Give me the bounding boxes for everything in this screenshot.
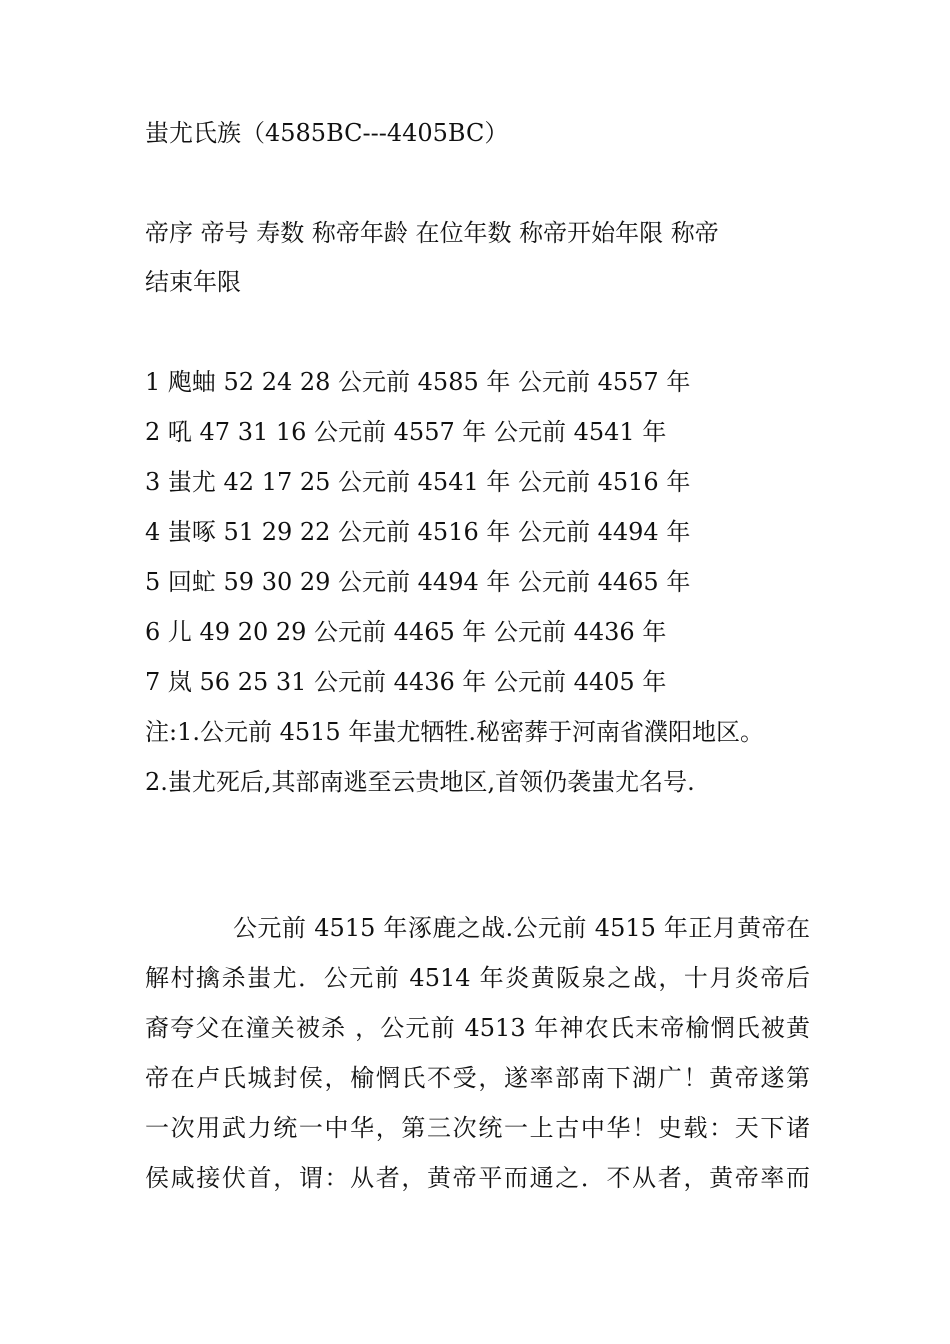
paragraph-line: 解村擒杀蚩尤．公元前 4514 年炎黄阪泉之战，十月炎帝后 — [145, 964, 810, 992]
table-header-line-2: 结束年限 — [145, 268, 241, 296]
table-row: 3 蚩尤 42 17 25 公元前 4541 年 公元前 4516 年 — [145, 468, 691, 496]
table-row: 5 回虻 59 30 29 公元前 4494 年 公元前 4465 年 — [145, 568, 691, 596]
document-title: 蚩尤氏族（4585BC---4405BC） — [145, 119, 509, 147]
note-line: 2.蚩尤死后,其部南逃至云贵地区,首领仍袭蚩尤名号. — [145, 768, 695, 796]
paragraph-line: 裔夸父在潼关被杀 ，公元前 4513 年神农氏末帝榆惘氏被黄 — [145, 1014, 810, 1042]
table-row: 1 飑蚰 52 24 28 公元前 4585 年 公元前 4557 年 — [145, 368, 691, 396]
paragraph-line: 一次用武力统一中华，第三次统一上古中华！史载：天下诸 — [145, 1114, 810, 1142]
paragraph-line: 公元前 4515 年涿鹿之战.公元前 4515 年正月黄帝在 — [233, 914, 810, 942]
table-row: 2 吼 47 31 16 公元前 4557 年 公元前 4541 年 — [145, 418, 667, 446]
table-row: 4 蚩啄 51 29 22 公元前 4516 年 公元前 4494 年 — [145, 518, 691, 546]
paragraph-line: 侯咸接伏首，谓：从者，黄帝平而通之．不从者，黄帝率而 — [145, 1164, 810, 1192]
paragraph-line: 帝在卢氏城封侯，榆惘氏不受，遂率部南下湖广！黄帝遂第 — [145, 1064, 810, 1092]
table-row: 6 儿 49 20 29 公元前 4465 年 公元前 4436 年 — [145, 618, 667, 646]
table-row: 7 岚 56 25 31 公元前 4436 年 公元前 4405 年 — [145, 668, 667, 696]
table-header-line-1: 帝序 帝号 寿数 称帝年龄 在位年数 称帝开始年限 称帝 — [145, 219, 719, 247]
note-line: 注:1.公元前 4515 年蚩尤牺牲.秘密葬于河南省濮阳地区。 — [145, 718, 764, 746]
